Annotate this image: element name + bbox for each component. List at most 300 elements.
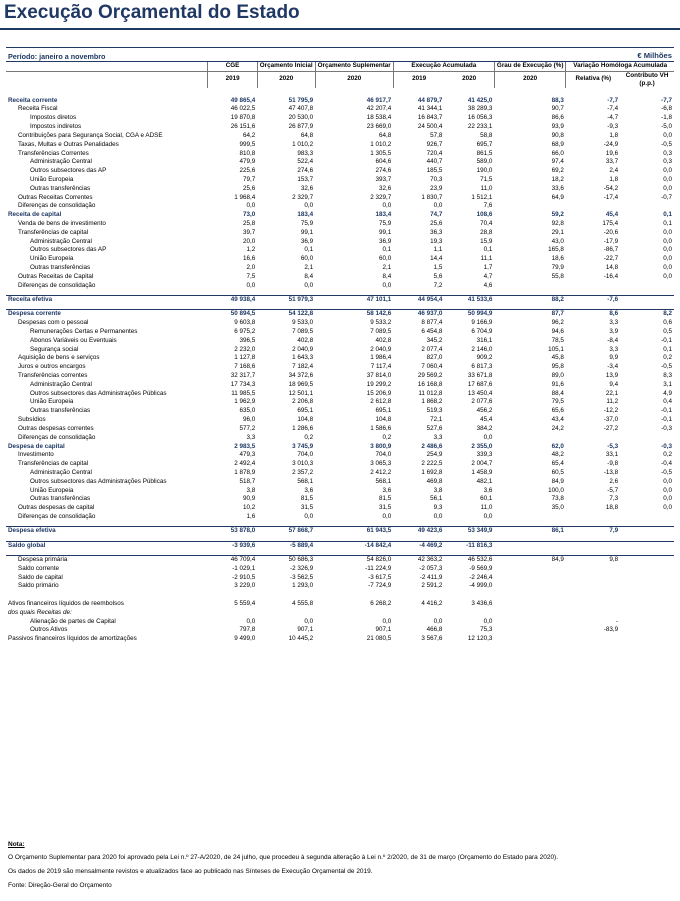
cell-value: 50 894,5	[230, 310, 256, 318]
cell-value: 60,0	[300, 255, 314, 263]
cell-value: 84,9	[551, 477, 564, 485]
table-row	[6, 354, 674, 363]
cell-value: 0,0	[304, 202, 314, 210]
cell-value: 26 877,9	[288, 123, 314, 131]
cell-value: 57,8	[430, 131, 443, 139]
cell-value	[620, 582, 674, 591]
cell-value: 274,6	[375, 167, 392, 175]
cell-value: 15 206,9	[366, 389, 392, 397]
cell-value: 0,0	[663, 131, 672, 139]
table-row	[6, 416, 674, 425]
cell-value: 31,5	[300, 504, 314, 512]
cell-value: -11 224,9	[365, 564, 392, 572]
cell-value: 49 865,4	[230, 96, 256, 104]
cell-value: 0,2	[663, 451, 672, 459]
cell-value: 183,4	[375, 211, 392, 219]
cell-value: 15,9	[480, 237, 493, 245]
cell-value: 42 363,2	[417, 555, 443, 563]
cell-value	[494, 582, 566, 591]
cell-value: 522,4	[297, 158, 314, 166]
table-row	[6, 478, 674, 487]
cell-value: 51 795,9	[288, 96, 314, 104]
cell-value: 58 142,6	[366, 310, 392, 318]
cell-value: 9 533,2	[370, 319, 392, 327]
cell-value: -4,7	[607, 114, 619, 122]
cell-value: 3 010,3	[292, 460, 314, 468]
cell-value: 56,1	[430, 495, 443, 503]
cell-value: 8,2	[663, 310, 672, 318]
cell-value: 3,6	[304, 486, 314, 494]
cell-value	[494, 626, 566, 635]
cell-value	[620, 574, 674, 583]
table-row	[6, 513, 674, 522]
table-row	[6, 296, 674, 305]
cell-value: 0,3	[663, 158, 672, 166]
header-year: 2020	[494, 71, 566, 88]
cell-value: 3,8	[433, 486, 443, 494]
header-relativa: Relativa (%)	[566, 71, 620, 88]
table-row	[6, 600, 674, 609]
cell-value: -9,8	[607, 460, 619, 468]
cell-value	[566, 582, 620, 591]
row-label: dos quais Receitas de:	[8, 608, 72, 616]
header-grau-execucao: Grau de Execução (%)	[494, 62, 566, 71]
cell-value: 479,3	[239, 451, 256, 459]
cell-value	[208, 609, 257, 618]
cell-value: -3 939,6	[232, 541, 256, 549]
table-row	[6, 541, 674, 550]
cell-value: 3 800,9	[370, 442, 392, 450]
cell-value: 28,8	[480, 228, 493, 236]
cell-value: 90,7	[551, 105, 564, 113]
table-row	[6, 451, 674, 460]
cell-value: 909,2	[476, 354, 493, 362]
cell-value: 20 530,0	[288, 114, 314, 122]
cell-value: 1 458,9	[471, 468, 493, 476]
cell-value	[620, 541, 674, 550]
cell-value: -0,5	[661, 363, 672, 371]
cell-value: 43,0	[551, 237, 564, 245]
cell-value: 66,0	[551, 149, 564, 157]
cell-value	[620, 527, 674, 536]
row-label: Despesa de capital	[8, 442, 65, 450]
cell-value: -2 326,9	[290, 564, 314, 572]
cell-value: 41 533,6	[467, 296, 493, 303]
table-row	[6, 319, 674, 328]
cell-value	[494, 574, 566, 583]
table-row	[6, 255, 674, 264]
cell-value: 62,0	[551, 442, 564, 450]
table-row	[6, 527, 674, 536]
cell-value: 1 968,4	[234, 193, 256, 201]
cell-value	[444, 609, 494, 618]
cell-value: -9,3	[607, 123, 619, 131]
row-label: Aquisição de bens e serviços	[18, 354, 100, 362]
cell-value: 53 349,9	[467, 527, 493, 535]
cell-value: 93,9	[551, 123, 564, 131]
cell-value: 999,5	[239, 140, 256, 148]
row-label: Outras transferências	[30, 264, 91, 272]
row-label: Transferências de capital	[18, 460, 89, 468]
header-orcamento-inicial: Orçamento Inicial	[257, 62, 315, 71]
cell-value: 18,6	[551, 255, 564, 263]
table-row	[6, 487, 674, 496]
cell-value: 9,9	[609, 354, 619, 362]
table-row	[6, 310, 674, 319]
table-row	[6, 425, 674, 434]
cell-value: 16 843,7	[417, 114, 443, 122]
row-label: Administração Central	[30, 158, 92, 166]
cell-value: 1,8	[609, 175, 619, 183]
cell-value: 100,0	[548, 486, 564, 494]
table-row	[6, 398, 674, 407]
cell-value: 20,0	[243, 237, 256, 245]
cell-value: -4 469,2	[419, 541, 443, 549]
cell-value: 695,1	[375, 407, 392, 415]
cell-value: 26 151,6	[230, 123, 256, 131]
cell-value: 32 317,7	[230, 372, 256, 379]
cell-value: -2 411,9	[419, 573, 443, 581]
table-row	[6, 635, 674, 644]
cell-value: 43,4	[551, 416, 564, 424]
cell-value: 18,8	[605, 504, 619, 512]
cell-value: 11 012,8	[418, 389, 443, 397]
cell-value: -7,4	[607, 105, 619, 113]
cell-value: 79,7	[243, 175, 256, 183]
cell-value	[620, 202, 674, 211]
cell-value: 38 289,3	[467, 105, 493, 113]
cell-value: 94,6	[551, 327, 564, 335]
table-row	[6, 565, 674, 574]
cell-value: 31,5	[379, 504, 392, 512]
cell-value: 108,6	[476, 211, 493, 219]
cell-value: 32,6	[300, 184, 314, 192]
cell-value: 42 207,4	[366, 105, 392, 113]
table-row	[6, 264, 674, 273]
row-label: União Europeia	[30, 255, 74, 263]
cell-value: 1,7	[483, 264, 493, 272]
cell-value: 456,2	[476, 407, 493, 415]
table-row	[6, 609, 674, 618]
source-note: Fonte: Direção-Geral do Orçamento	[8, 882, 112, 889]
table-row	[6, 443, 674, 452]
cell-value: 2 077,6	[471, 398, 493, 406]
cell-value: 3,6	[382, 486, 392, 494]
cell-value: 0,0	[663, 246, 672, 254]
header-execucao-acumulada: Execução Acumulada	[393, 62, 494, 71]
cell-value: 907,1	[375, 626, 392, 634]
cell-value: 0,0	[483, 617, 493, 625]
table-row	[6, 460, 674, 469]
cell-value: 41 344,1	[417, 105, 443, 113]
header-cge: CGE	[208, 62, 257, 71]
table-row	[6, 150, 674, 159]
cell-value: 1 878,9	[234, 468, 256, 476]
cell-value: 3,9	[609, 327, 619, 335]
cell-value: 48,2	[551, 451, 564, 459]
table-row	[6, 469, 674, 478]
cell-value	[620, 565, 674, 574]
row-label: Despesa primária	[18, 555, 68, 563]
cell-value: 1,1	[433, 246, 443, 254]
note-1: O Orçamento Suplementar para 2020 foi aprovado pela Lei n.º 27-A/2020, de 24 julho, que procedeu à segunda alteração à Lei n.º 2/2020, de 31 de março (Orçamento do Estado para 2020).	[8, 854, 559, 861]
cell-value: 49 423,6	[417, 527, 443, 535]
cell-value: 70,3	[430, 175, 443, 183]
table-row	[6, 282, 674, 291]
cell-value: 44 954,4	[417, 296, 443, 303]
cell-value: 37 814,0	[366, 372, 392, 379]
cell-value: 104,8	[375, 416, 392, 424]
cell-value: 0,0	[433, 202, 443, 210]
page-title: Execução Orçamental do Estado	[4, 2, 300, 23]
cell-value: 393,7	[375, 175, 392, 183]
cell-value: 3,3	[609, 345, 619, 353]
cell-value	[315, 609, 393, 618]
cell-value: 589,0	[476, 158, 493, 166]
cell-value: 46 917,7	[366, 96, 392, 104]
cell-value: 2 232,0	[234, 345, 256, 353]
cell-value: -0,7	[661, 193, 672, 201]
cell-value: 797,8	[239, 626, 256, 634]
cell-value: 74,7	[430, 211, 443, 219]
cell-value	[620, 626, 674, 635]
cell-value: -2 910,5	[232, 573, 256, 581]
cell-value: 59,2	[551, 211, 564, 219]
notes-section	[8, 841, 558, 896]
cell-value: 1 010,2	[292, 140, 314, 148]
table-row	[6, 407, 674, 416]
cell-value: 0,0	[663, 272, 672, 280]
row-label: Subsídios	[18, 416, 46, 424]
cell-value: 17 734,3	[230, 380, 256, 388]
cell-value	[494, 513, 566, 522]
cell-value: 2 329,7	[370, 193, 392, 201]
cell-value: 11 985,5	[231, 389, 256, 397]
cell-value: 64,2	[243, 131, 256, 139]
cell-value: 0,0	[663, 486, 672, 494]
cell-value: 254,9	[426, 451, 443, 459]
cell-value	[620, 434, 674, 443]
cell-value: 519,3	[426, 407, 443, 415]
cell-value: 2 077,4	[421, 345, 443, 353]
cell-value: 33,6	[551, 184, 564, 192]
cell-value: 0,4	[663, 398, 672, 406]
table-row	[6, 141, 674, 150]
cell-value: 2 146,0	[471, 345, 493, 353]
row-label: Despesa corrente	[8, 310, 61, 318]
row-label: Despesas com o pessoal	[18, 319, 89, 327]
cell-value: 9,8	[609, 555, 619, 563]
cell-value: 17 687,6	[467, 380, 493, 388]
cell-value: 49 938,4	[230, 296, 256, 303]
cell-value: 2 412,2	[370, 468, 392, 476]
cell-value: 47 407,8	[288, 105, 314, 113]
top-rule	[6, 47, 674, 48]
cell-value: 165,8	[548, 246, 564, 254]
cell-value: 1 010,2	[370, 140, 392, 148]
cell-value: -6,8	[661, 105, 672, 113]
cell-value: 45,4	[605, 211, 619, 219]
cell-value: 0,0	[483, 513, 493, 520]
cell-value: 274,6	[297, 167, 314, 175]
cell-value: 568,1	[297, 477, 314, 485]
cell-value: 9 499,0	[234, 635, 256, 643]
cell-value: 0,0	[304, 617, 314, 625]
row-label: Contribuições para Segurança Social, CGA e ADSE	[18, 131, 163, 139]
cell-value	[620, 600, 674, 609]
row-label: Remunerações Certas e Permanentes	[30, 327, 138, 335]
cell-value: -13,8	[603, 468, 619, 476]
cell-value: 440,7	[426, 158, 443, 166]
period-label: Período: janeiro a novembro	[8, 52, 106, 61]
cell-value	[620, 635, 674, 644]
cell-value: 810,8	[239, 149, 256, 157]
cell-value: 0,0	[382, 202, 392, 210]
cell-value: 3,8	[246, 486, 256, 494]
cell-value: 3 567,6	[421, 635, 443, 643]
cell-value: 339,3	[476, 451, 493, 459]
cell-value: 1 512,1	[471, 193, 493, 201]
cell-value: 104,8	[297, 416, 314, 424]
cell-value: 0,1	[663, 220, 672, 227]
cell-value: 47 101,1	[366, 296, 392, 303]
cell-value: 2 486,6	[421, 442, 443, 450]
cell-value: -14 842,4	[364, 541, 392, 549]
cell-value: 0,1	[663, 211, 672, 219]
cell-value: 3 436,6	[471, 600, 493, 607]
cell-value: 1 586,6	[370, 424, 392, 432]
cell-value: 12 501,1	[288, 389, 314, 397]
cell-value: 32,6	[379, 184, 392, 192]
spacer-row	[6, 591, 674, 600]
table-row	[6, 346, 674, 355]
cell-value: 3 745,9	[292, 442, 314, 450]
cell-value: 4 416,2	[421, 600, 443, 607]
cell-value: 469,8	[426, 477, 443, 485]
cell-value: 88,2	[551, 296, 564, 303]
row-label: Impostos diretos	[30, 114, 77, 122]
cell-value: 1 692,8	[421, 468, 443, 476]
cell-value: -86,7	[603, 246, 619, 254]
unit-label: € Milhões	[637, 51, 672, 60]
cell-value: 0,0	[246, 281, 256, 289]
cell-value: 396,5	[239, 336, 256, 344]
cell-value: 96,2	[551, 319, 564, 327]
cell-value: -7,7	[661, 96, 672, 104]
cell-value: 53 878,0	[230, 527, 256, 535]
cell-value: 51 979,3	[288, 296, 314, 303]
cell-value: 0,1	[304, 246, 314, 254]
table-row	[6, 555, 674, 564]
cell-value: 65,4	[551, 460, 564, 468]
header-variacao-homologa: Variação Homóloga Acumulada	[566, 62, 674, 71]
cell-value: 2 591,2	[421, 582, 443, 590]
cell-value: 29 569,2	[417, 372, 443, 379]
cell-value: 96,0	[243, 416, 256, 424]
cell-value: -7,6	[607, 296, 619, 303]
cell-value: 87,7	[551, 310, 564, 318]
cell-value	[494, 202, 566, 211]
cell-value: 35,0	[551, 504, 564, 512]
cell-value: 518,7	[239, 477, 256, 485]
cell-value: 7 168,6	[234, 363, 256, 371]
cell-value: 23,9	[430, 184, 443, 192]
cell-value: 6 454,8	[421, 327, 443, 335]
cell-value: 64,8	[300, 131, 314, 139]
row-label: Investimento	[18, 451, 54, 459]
cell-value: 25,6	[243, 184, 256, 192]
cell-value: 0,0	[663, 175, 672, 183]
cell-value: 19,6	[605, 149, 619, 157]
header-year: 2020	[462, 75, 477, 83]
cell-value: -5,3	[607, 442, 619, 450]
cell-value: -0,1	[661, 336, 672, 344]
cell-value: -5,7	[607, 486, 619, 494]
cell-value: -7 724,9	[368, 582, 392, 590]
cell-value: 0,0	[663, 477, 672, 485]
cell-value: 3,1	[663, 380, 672, 388]
cell-value: 1 286,6	[292, 424, 314, 432]
row-label: Outros subsectores das AP	[30, 246, 107, 254]
cell-value: 4,9	[663, 389, 672, 397]
header-year: 2019	[208, 71, 257, 88]
cell-value: 6 817,3	[471, 363, 493, 371]
cell-value: 1 830,7	[421, 193, 443, 201]
cell-value: 5,6	[433, 272, 443, 280]
cell-value: 907,1	[297, 626, 314, 634]
cell-value: 73,8	[551, 495, 564, 503]
cell-value: 36,3	[430, 228, 443, 236]
cell-value: 86,1	[551, 527, 564, 535]
cell-value: 1 305,5	[370, 149, 392, 157]
cell-value: 2 492,4	[234, 460, 256, 468]
cell-value: 57 868,7	[288, 527, 314, 535]
cell-value: 19 299,2	[366, 380, 392, 388]
table-row	[6, 337, 674, 346]
cell-value: 60,1	[480, 495, 493, 503]
cell-value: 14,8	[605, 264, 619, 272]
cell-value: 23 669,0	[366, 123, 392, 131]
cell-value: 6 268,2	[370, 600, 392, 607]
cell-value: -27,2	[603, 424, 619, 432]
cell-value: 0,0	[663, 495, 672, 503]
cell-value: -3,4	[607, 363, 619, 371]
cell-value: 2 355,0	[471, 442, 493, 450]
cell-value: 11,0	[480, 184, 493, 192]
row-label: Ativos financeiros líquidos de reembolsos	[8, 600, 124, 607]
cell-value	[494, 609, 566, 618]
table-row	[6, 97, 674, 106]
cell-value: 0,2	[304, 433, 314, 441]
cell-value: 225,6	[239, 167, 256, 175]
cell-value: 29,1	[551, 228, 564, 236]
cell-value: 9 533,0	[292, 319, 314, 327]
cell-value: 16,6	[243, 255, 256, 263]
cell-value: 34 372,6	[288, 372, 314, 379]
cell-value	[620, 296, 674, 305]
cell-value: -1 029,1	[232, 564, 256, 572]
row-label: Outros Ativos	[30, 626, 68, 634]
cell-value: -37,0	[603, 416, 619, 424]
cell-value: 68,9	[551, 140, 564, 148]
row-label: Impostos indiretos	[30, 123, 82, 131]
row-label: Receita Fiscal	[18, 105, 58, 113]
cell-value: 9,3	[433, 504, 443, 512]
cell-value: 0,0	[663, 184, 672, 192]
cell-value: 24,2	[551, 424, 564, 432]
cell-value: 45,4	[480, 416, 493, 424]
cell-value: 33,1	[605, 451, 619, 459]
